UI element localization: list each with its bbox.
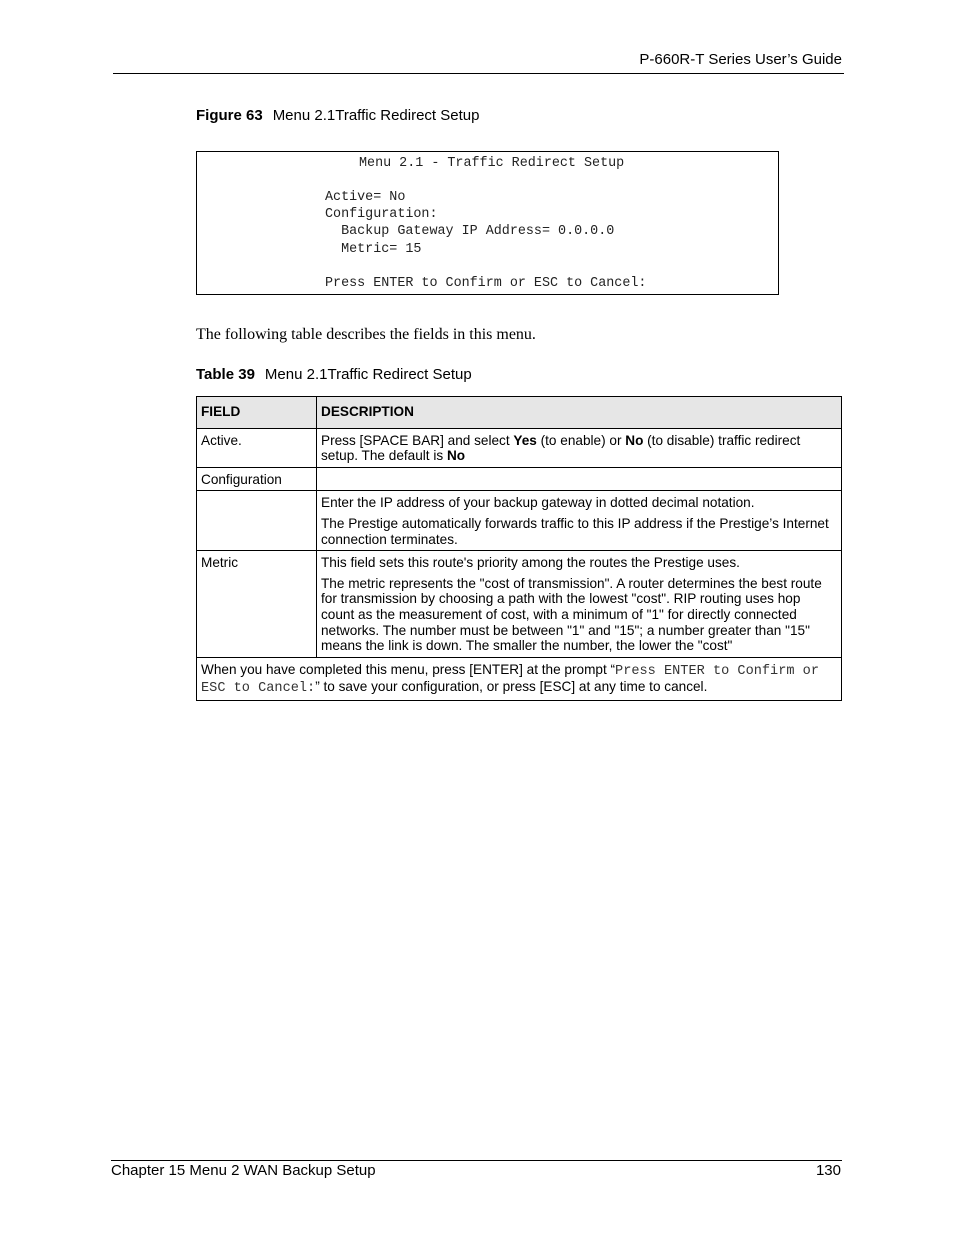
description-paragraph: This field sets this route's priority among the routes the Prestige uses. — [321, 555, 740, 571]
table-row — [197, 551, 842, 658]
field-cell: Configuration — [197, 467, 317, 491]
field-cell: Active. — [197, 428, 317, 467]
table-footer-note: When you have completed this menu, press [ENTER] at the prompt “Press ENTER to Confirm or ESC to Cancel:” to save your configuration, or press [ESC] at any time to cancel. — [197, 657, 842, 700]
description-paragraph: The metric represents the "cost of transmission". A router determines the best route for transmission by choosing a path with the lowest "cost". RIP routing uses hop count as the measurement of cost, with a minimum of "1" for directly connected networks. The number must be between "1" and "15"; a number greater than "15" means the link is down. The smaller the number, the lower the "cost" — [321, 575, 822, 654]
field-cell — [197, 491, 317, 551]
fields-table — [196, 396, 842, 701]
screen-gateway-line: Backup Gateway IP Address= 0.0.0.0 — [325, 224, 615, 239]
terminal-screen — [196, 151, 779, 295]
footer-rule — [111, 1160, 842, 1161]
header-field: FIELD — [197, 397, 317, 429]
table-row — [197, 467, 842, 491]
footer-chapter: Chapter 15 Menu 2 WAN Backup Setup — [111, 1162, 376, 1179]
table-footer-row — [197, 657, 842, 700]
table-row — [197, 428, 842, 467]
description-cell — [317, 491, 842, 551]
description-cell: Press [SPACE BAR] and select Yes (to enable) or No (to disable) traffic redirect setup. The default is No — [317, 428, 842, 467]
screen-active-line: Active= No — [325, 190, 406, 205]
table-header-row — [197, 397, 842, 429]
figure-caption — [196, 107, 479, 124]
screen-menu-title: Menu 2.1 - Traffic Redirect Setup — [359, 156, 625, 171]
figure-label: Figure 63 — [196, 107, 263, 124]
figure-title: Menu 2.1Traffic Redirect Setup — [272, 107, 480, 124]
screen-config-line: Configuration: — [325, 207, 438, 222]
screen-prompt-line: Press ENTER to Confirm or ESC to Cancel: — [325, 276, 647, 291]
header-description: DESCRIPTION — [317, 397, 842, 429]
header-title: P-660R-T Series User’s Guide — [639, 51, 842, 68]
intro-text: The following table describes the fields in this menu. — [196, 326, 536, 343]
table-title: Menu 2.1Traffic Redirect Setup — [264, 366, 472, 383]
description-cell — [317, 551, 842, 658]
page-number: 130 — [815, 1162, 841, 1179]
header-rule — [113, 73, 844, 74]
table-label: Table 39 — [196, 366, 255, 383]
table-caption — [196, 366, 472, 383]
screen-metric-line: Metric= 15 — [325, 242, 422, 257]
description-paragraph: Enter the IP address of your backup gateway in dotted decimal notation. — [321, 495, 755, 511]
description-paragraph: The Prestige automatically forwards traffic to this IP address if the Prestige’s Internet connection terminates. — [321, 515, 829, 547]
description-cell — [317, 467, 842, 491]
table-row — [197, 491, 842, 551]
field-cell: Metric — [197, 551, 317, 658]
